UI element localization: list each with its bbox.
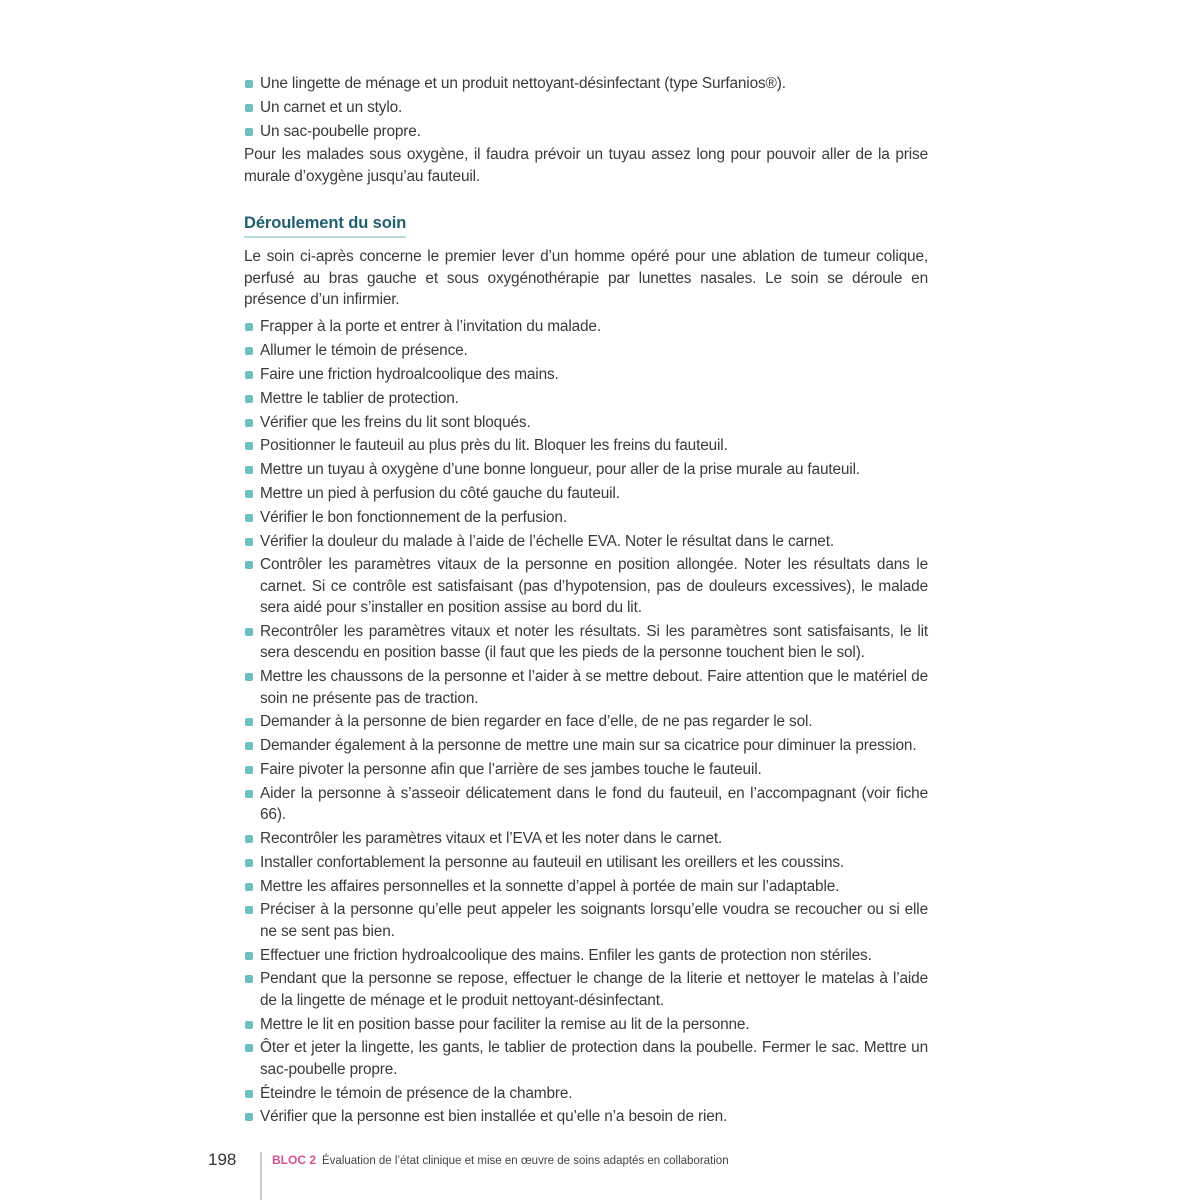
square-bullet-icon (245, 371, 253, 379)
step-item (244, 711, 928, 732)
square-bullet-icon (245, 442, 253, 450)
step-text: Mettre le tablier de protection. (260, 389, 459, 407)
step-text: Contrôler les paramètres vitaux de la personne en position allongée. Noter les résultats dans le carnet. Si ce contrôle est satisfaisant (pas d’hypotension, pas de douleurs excessives), le malade sera aidé pour s’installer en position assise au bord du lit. (260, 556, 928, 617)
step-item (244, 1037, 928, 1080)
square-bullet-icon (245, 538, 253, 546)
step-text: Vérifier le bon fonctionnement de la perfusion. (260, 508, 567, 526)
square-bullet-icon (245, 718, 253, 726)
step-text: Faire pivoter la personne afin que l’arrière de ses jambes touche le fauteuil. (260, 761, 762, 778)
step-item (244, 621, 928, 664)
list-item (244, 121, 928, 142)
step-item (244, 1014, 928, 1035)
step-text: Mettre les affaires personnelles et la sonnette d’appel à portée de main sur l’adaptable. (260, 877, 840, 895)
square-bullet-icon (245, 975, 253, 983)
step-text: Éteindre le témoin de présence de la chambre. (260, 1084, 573, 1102)
square-bullet-icon (245, 323, 253, 331)
square-bullet-icon (245, 952, 253, 960)
list-item-text: Un sac-poubelle propre. (260, 122, 421, 140)
chapter-title: Évaluation de l’état clinique et mise en œuvre de soins adaptés en collaboration (322, 1155, 729, 1167)
step-text: Ôter et jeter la lingette, les gants, le tablier de protection dans la poubelle. Fermer le sac. Mettre un sac-poubelle propre. (260, 1039, 928, 1078)
page-number: 198 (208, 1150, 237, 1169)
step-item (244, 554, 928, 618)
step-item (244, 459, 928, 480)
step-item (244, 531, 928, 552)
step-text: Mettre le lit en position basse pour faciliter la remise au lit de la personne. (260, 1015, 750, 1033)
step-item (244, 828, 928, 849)
step-text: Demander à la personne de bien regarder en face d’elle, de ne pas regarder le sol. (260, 713, 813, 731)
step-item (244, 1106, 928, 1127)
step-text: Mettre un tuyau à oxygène d’une bonne longueur, pour aller de la prise murale au fauteuil. (260, 461, 860, 479)
page-content (244, 73, 928, 1130)
step-text: Vérifier que la personne est bien installée et qu’elle n’a besoin de rien. (260, 1108, 728, 1126)
step-text: Vérifier que les freins du lit sont bloqués. (260, 413, 531, 431)
step-text: Pendant que la personne se repose, effectuer le change de la literie et nettoyer le matelas à l’aide de la lingette de ménage et le produit nettoyant-désinfectant. (260, 970, 928, 1009)
step-item (244, 876, 928, 897)
list-item-text: Un carnet et un stylo. (260, 98, 403, 116)
step-text: Préciser à la personne qu’elle peut appeler les soignants lorsqu’elle voudra se recoucher ou si elle ne se sent pas bien. (260, 901, 928, 940)
square-bullet-icon (245, 80, 253, 88)
step-item (244, 735, 928, 756)
running-head (272, 1153, 729, 1167)
step-item (244, 899, 928, 942)
step-item (244, 852, 928, 873)
square-bullet-icon (245, 835, 253, 843)
step-text: Mettre les chaussons de la personne et l’aider à se mettre debout. Faire attention que le matériel de soin ne présente pas de traction. (260, 668, 928, 707)
step-item (244, 507, 928, 528)
step-item (244, 316, 928, 337)
square-bullet-icon (245, 673, 253, 681)
oxygen-note: Pour les malades sous oxygène, il faudra prévoir un tuyau assez long pour pouvoir aller de la prise murale d’oxygène jusqu’au fauteuil. (244, 146, 928, 185)
list-item-text: Une lingette de ménage et un produit nettoyant-désinfectant (type Surfanios®). (260, 75, 786, 92)
step-text: Effectuer une friction hydroalcoolique des mains. Enfiler les gants de protection non stériles. (260, 946, 872, 964)
section-heading: Déroulement du soin (244, 213, 406, 238)
step-text: Mettre un pied à perfusion du côté gauche du fauteuil. (260, 485, 620, 502)
step-item (244, 340, 928, 361)
step-item (244, 412, 928, 433)
step-item (244, 435, 928, 456)
square-bullet-icon (245, 859, 253, 867)
bloc-label: BLOC 2 (272, 1153, 317, 1167)
list-item (244, 97, 928, 118)
step-item (244, 483, 928, 504)
step-item (244, 783, 928, 826)
step-text: Vérifier la douleur du malade à l’aide de l’échelle EVA. Noter le résultat dans le carnet. (260, 532, 834, 550)
materials-list (244, 73, 928, 142)
step-text: Recontrôler les paramètres vitaux et l’EVA et les noter dans le carnet. (260, 830, 723, 847)
square-bullet-icon (245, 1090, 253, 1098)
step-text: Installer confortablement la personne au fauteuil en utilisant les oreillers et les coussins. (260, 853, 845, 871)
square-bullet-icon (245, 906, 253, 914)
step-text: Aider la personne à s’asseoir délicatement dans le fond du fauteuil, en l’accompagnant (voir fiche 66). (260, 784, 928, 824)
step-text: Frapper à la porte et entrer à l’invitation du malade. (260, 318, 601, 336)
square-bullet-icon (245, 561, 253, 569)
square-bullet-icon (245, 128, 253, 136)
square-bullet-icon (245, 766, 253, 774)
square-bullet-icon (245, 395, 253, 403)
square-bullet-icon (245, 466, 253, 474)
step-item (244, 945, 928, 966)
step-item (244, 968, 928, 1011)
square-bullet-icon (245, 883, 253, 891)
step-text: Allumer le témoin de présence. (260, 342, 468, 360)
page-footer (0, 1148, 1200, 1200)
square-bullet-icon (245, 628, 253, 636)
square-bullet-icon (245, 514, 253, 522)
step-text: Positionner le fauteuil au plus près du lit. Bloquer les freins du fauteuil. (260, 437, 728, 455)
step-item (244, 364, 928, 385)
list-item (244, 73, 928, 94)
square-bullet-icon (245, 1044, 253, 1052)
step-item (244, 388, 928, 409)
step-item (244, 759, 928, 780)
square-bullet-icon (245, 742, 253, 750)
square-bullet-icon (245, 347, 253, 355)
square-bullet-icon (245, 104, 253, 112)
step-item (244, 1083, 928, 1104)
section-intro: Le soin ci-après concerne le premier lever d’un homme opéré pour une ablation de tumeur colique, perfusé au bras gauche et sous oxygénothérapie par lunettes nasales. Le soin se déroule en présence d’un infirmier. (244, 248, 928, 309)
square-bullet-icon (245, 790, 253, 798)
square-bullet-icon (245, 490, 253, 498)
footer-divider (260, 1152, 262, 1200)
step-item (244, 666, 928, 709)
steps-list (244, 316, 928, 1127)
step-text: Demander également à la personne de mettre une main sur sa cicatrice pour diminuer la pression. (260, 737, 917, 755)
square-bullet-icon (245, 1113, 253, 1121)
step-text: Faire une friction hydroalcoolique des mains. (260, 366, 559, 384)
square-bullet-icon (245, 1021, 253, 1029)
square-bullet-icon (245, 419, 253, 427)
step-text: Recontrôler les paramètres vitaux et noter les résultats. Si les paramètres sont satisfaisants, le lit sera descendu en position basse (il faut que les pieds de la personne touchent bien le sol). (260, 623, 928, 662)
